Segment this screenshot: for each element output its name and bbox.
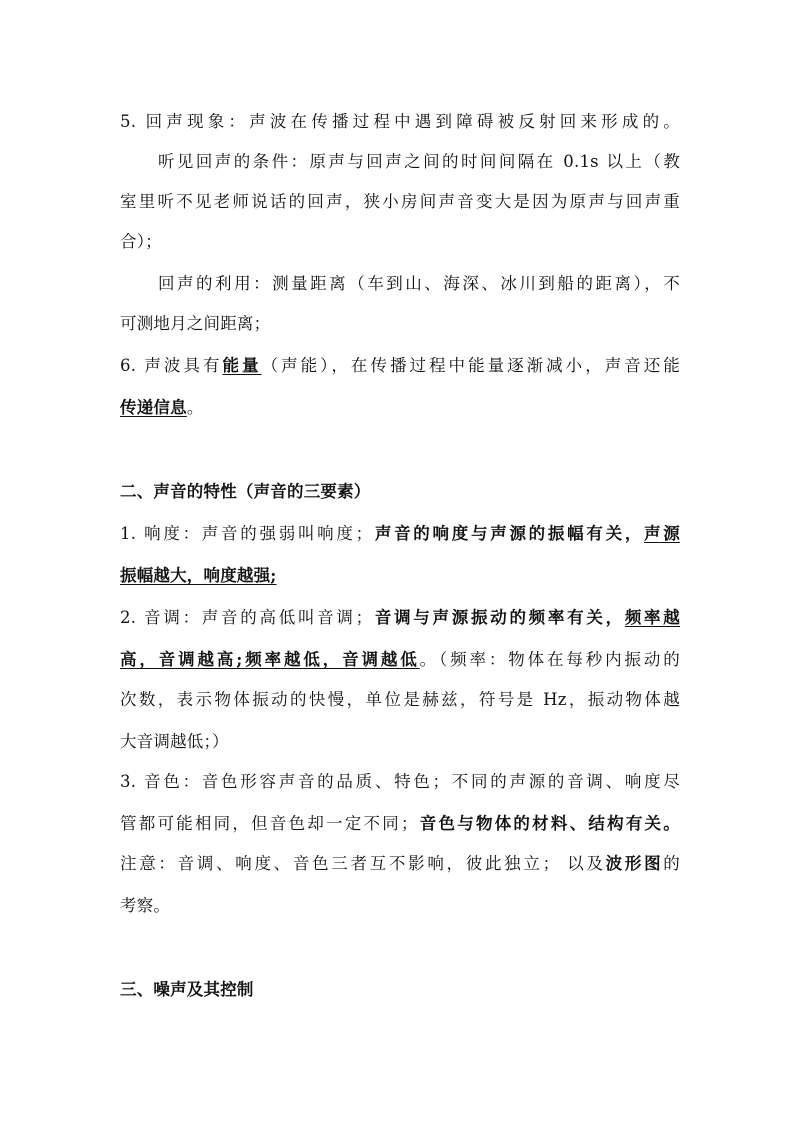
timbre-line-1: 3. 音色：音色形容声音的品质、特色；不同的声源的音调、响度尽 <box>120 772 680 791</box>
echo-condition-line-1: 听见回声的条件：原声与回声之间的时间间隔在 0.1s 以上（教 <box>158 152 680 171</box>
echo-condition-line-2: 室里听不见老师说话的回声，狭小房间声音变大是因为原声与回声重 <box>120 192 680 211</box>
section-3-heading: 三、噪声及其控制 <box>120 980 254 999</box>
echo-use-line-1: 回声的利用：测量距离（车到山、海深、冰川到船的距离），不 <box>158 274 680 293</box>
energy-term: 能量 <box>222 356 262 375</box>
echo-use-line-2: 可测地月之间距离； <box>120 314 271 333</box>
loudness-line-1: 1. 响度：声音的强弱叫响度；声音的响度与声源的振幅有关，声源 <box>120 524 680 543</box>
note-line-2: 考察。 <box>120 896 171 915</box>
sound-energy-line: 6. 声波具有能量（声能），在传播过程中能量逐渐减小，声音还能 <box>120 356 680 375</box>
echo-condition-line-3: 合）； <box>120 232 162 251</box>
note-line-1: 注意：音调、响度、音色三者互不影响，彼此独立； 以及波形图的 <box>120 854 680 873</box>
pitch-line-3: 次数，表示物体振动的快慢，单位是赫兹，符号是 Hz，振动物体越 <box>120 690 680 709</box>
sound-info-line: 传递信息。 <box>120 398 204 417</box>
info-term: 传递信息 <box>120 398 187 417</box>
pitch-line-2: 高，音调越高;频率越低，音调越低。（频率：物体在每秒内振动的 <box>120 650 680 669</box>
section-2-heading: 二、声音的特性（声音的三要素） <box>120 482 371 501</box>
pitch-line-1: 2. 音调：声音的高低叫音调；音调与声源振动的频率有关，频率越 <box>120 608 680 627</box>
loudness-line-2: 振幅越大，响度越强; <box>120 566 277 585</box>
echo-definition-line: 5. 回声现象：声波在传播过程中遇到障碍被反射回来形成的。 <box>120 112 680 131</box>
pitch-line-4: 大音调越低；） <box>120 732 229 751</box>
timbre-line-2: 管都可能相同，但音色却一定不同；音色与物体的材料、结构有关。 <box>120 814 680 833</box>
